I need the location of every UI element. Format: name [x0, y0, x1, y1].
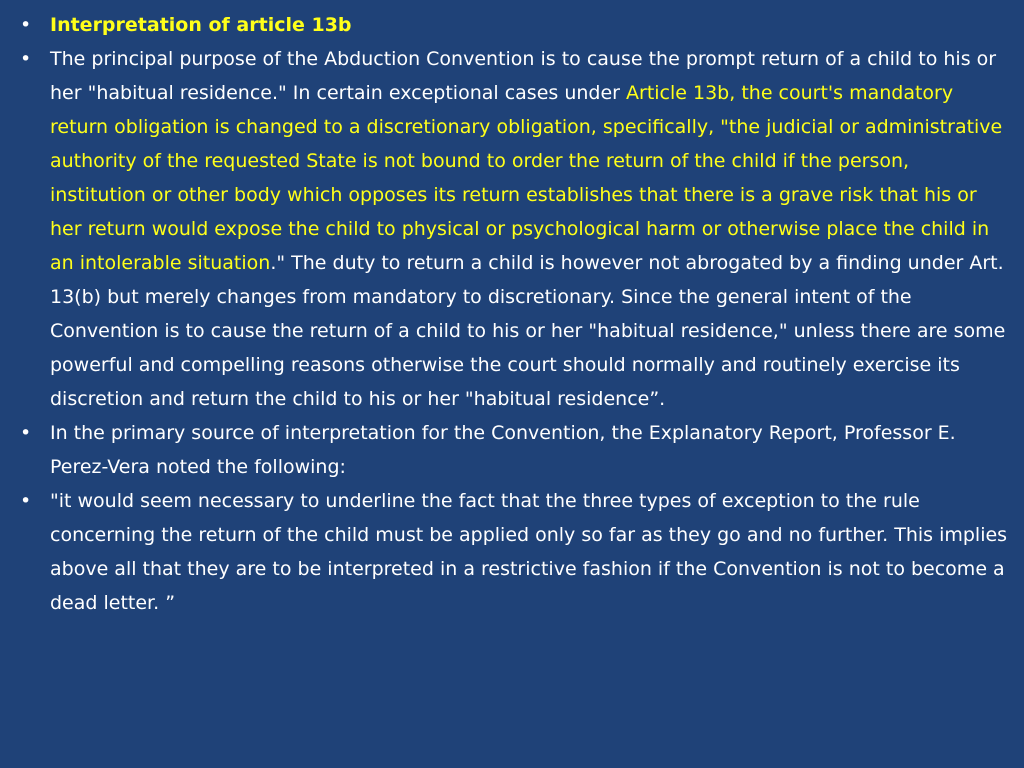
section-heading: Interpretation of article 13b: [50, 14, 352, 36]
bullet-dot-icon: •: [20, 48, 32, 70]
bullet-dot-icon: •: [20, 490, 32, 512]
bullet-dot-icon: •: [20, 14, 32, 36]
bullet-list: [20, 8, 1010, 620]
bullet-dot-icon: •: [20, 422, 32, 444]
paragraph-text-highlight: Article 13b, the court's mandatory return obligation is changed to a discretionary obligation, specifically, "the judicial or administrative authority of the requested State is not bound to order the return of the child if the person, institution or other body which opposes its return establishes that there is a grave risk that his or her return would expose the child to physical or psychological harm or otherwise place the child in an intolerable situation: [50, 82, 1003, 274]
paragraph-text: In the primary source of interpretation for the Convention, the Explanatory Report, Professor E. Perez-Vera noted the following:: [50, 422, 956, 478]
paragraph-text-intro: The principal purpose of the Abduction Convention is to cause the prompt return of a child to his or her "habitual residence." In certain exceptional cases under: [50, 48, 997, 104]
bullet-item-quote: [20, 484, 1010, 620]
bullet-item-purpose: [20, 42, 1010, 416]
bullet-item-heading: [20, 8, 1010, 42]
paragraph-text-outro: ." The duty to return a child is however not abrogated by a finding under Art. 13(b) but merely changes from mandatory to discretionary. Since the general intent of the Convention is to cause the return of a child to his or her "habitual residence," unless there are some powerful and compelling reasons otherwise the court should normally and routinely exercise its discretion and return the child to his or her "habitual residence”.: [50, 252, 1006, 410]
bullet-item-source: [20, 416, 1010, 484]
quote-text: "it would seem necessary to underline the fact that the three types of exception to the rule concerning the return of the child must be applied only so far as they go and no further. This implies above all that they are to be interpreted in a restrictive fashion if the Convention is not to become a dead letter. ”: [50, 490, 1008, 614]
